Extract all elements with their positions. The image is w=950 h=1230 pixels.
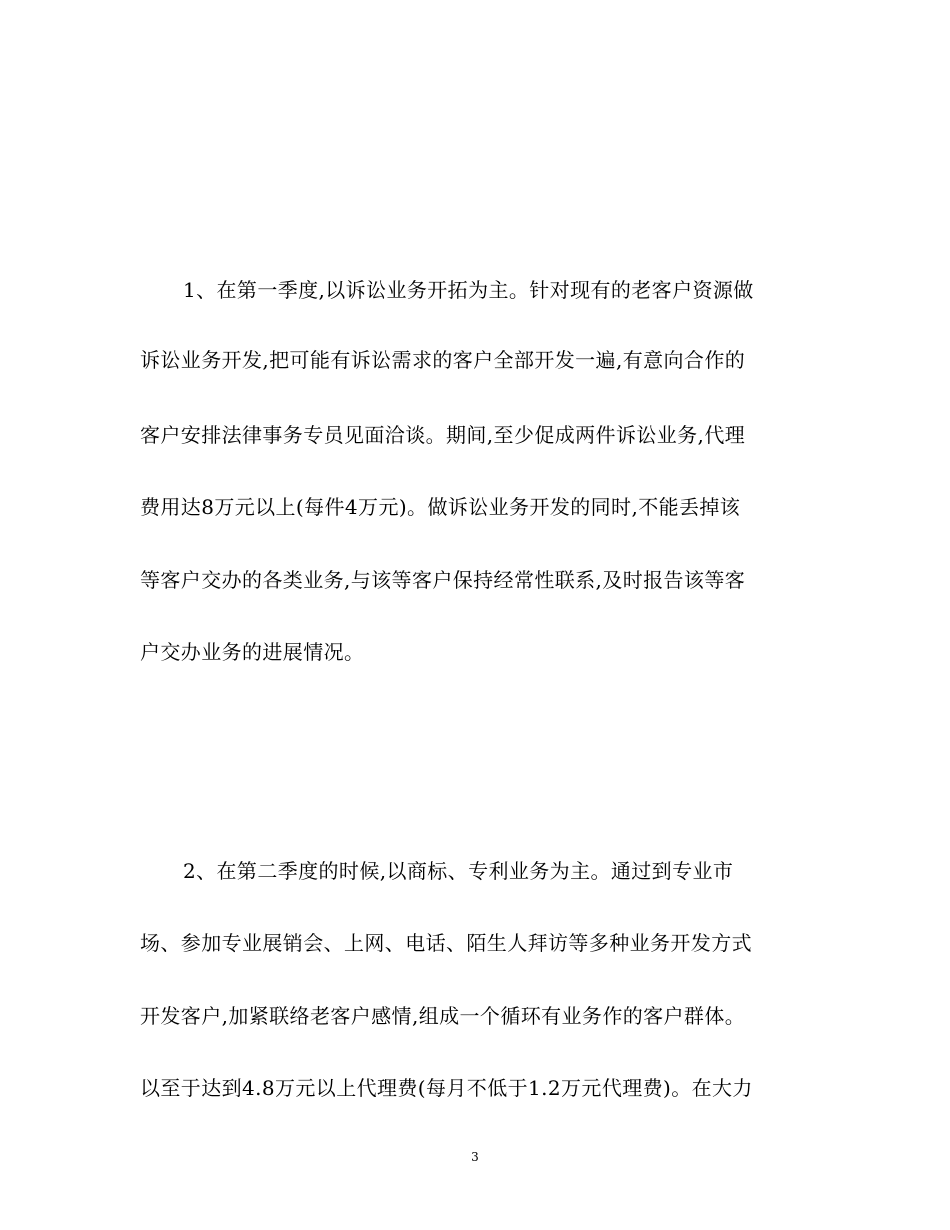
paragraph-line: 等客户交办的各类业务,与该等客户保持经常性联系,及时报告该等客: [140, 568, 746, 592]
paragraph-line: 户交办业务的进展情况。: [140, 640, 365, 664]
paragraph-line: 客户安排法律事务专员见面洽谈。期间,至少促成两件诉讼业务,代理: [140, 423, 746, 447]
paragraph-line: 以至于达到4.8万元以上代理费(每月不低于1.2万元代理费)。在大力: [140, 1076, 753, 1100]
paragraph-line: 诉讼业务开发,把可能有诉讼需求的客户全部开发一遍,有意向合作的: [140, 348, 746, 372]
paragraph-line: 1、在第一季度,以诉讼业务开拓为主。针对现有的老客户资源做: [183, 278, 754, 302]
paragraph-line: 开发客户,加紧联络老客户感情,组成一个循环有业务作的客户群体。: [140, 1004, 746, 1028]
page-number: 3: [471, 1150, 479, 1164]
paragraph-line: 2、在第二季度的时候,以商标、专利业务为主。通过到专业市: [183, 859, 734, 883]
paragraph-line: 场、参加专业展销会、上网、电话、陌生人拜访等多种业务开发方式: [140, 931, 752, 955]
paragraph-line: 费用达8万元以上(每件4万元)。做诉讼业务开发的同时,不能丢掉该: [140, 495, 741, 519]
